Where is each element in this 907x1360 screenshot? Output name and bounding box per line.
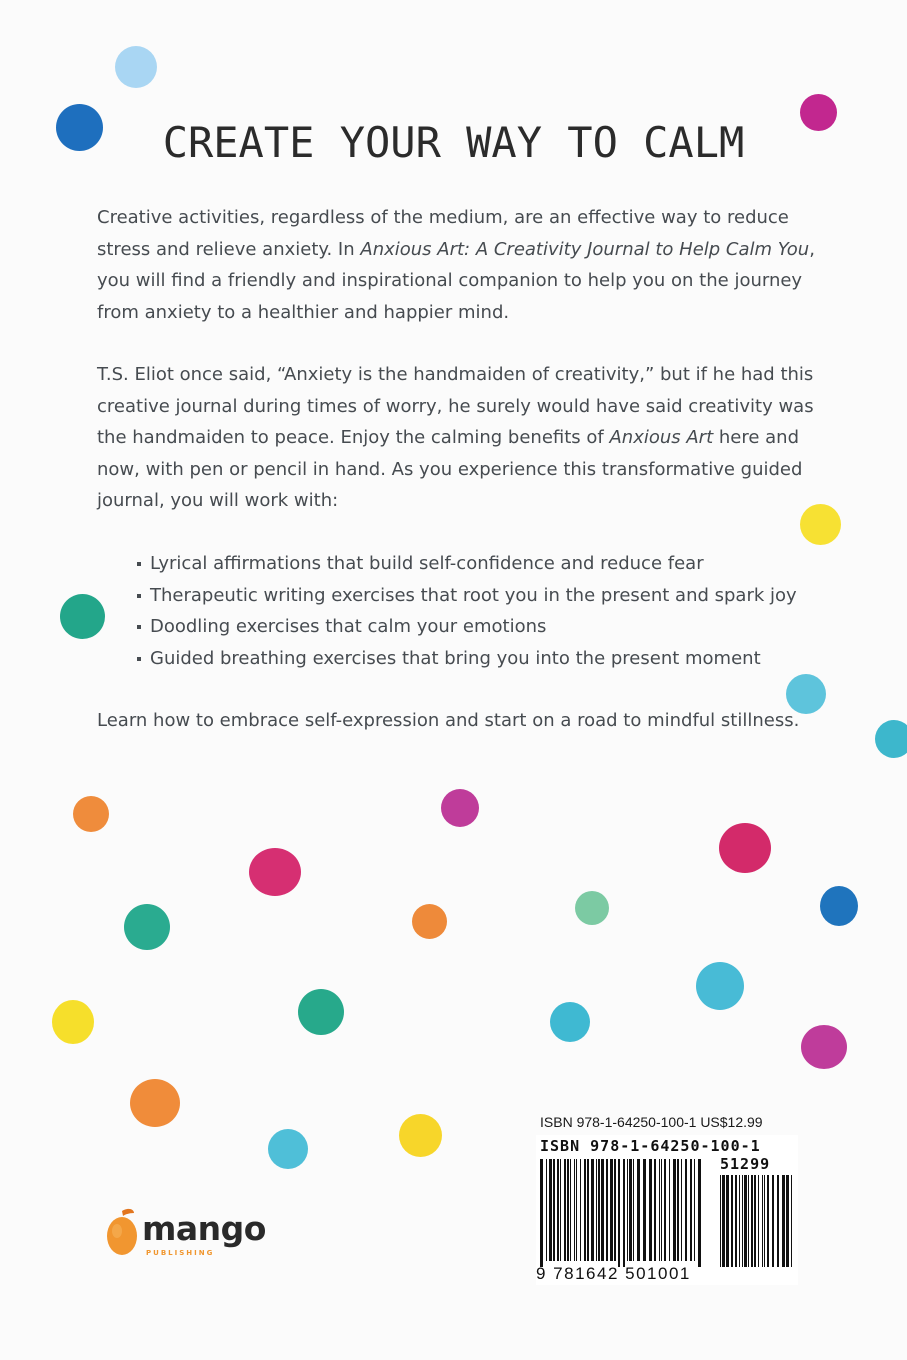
barcode-bar bbox=[664, 1159, 666, 1261]
publisher-logo bbox=[104, 1207, 274, 1267]
barcode-bar bbox=[659, 1159, 660, 1261]
barcode-bar bbox=[726, 1175, 729, 1267]
dot bbox=[441, 789, 479, 827]
isbn-price-line: ISBN 978-1-64250-100-1 US$12.99 bbox=[540, 1114, 763, 1130]
barcode-bar bbox=[601, 1159, 604, 1261]
barcode-bar bbox=[764, 1175, 765, 1267]
barcode-bar bbox=[587, 1159, 589, 1261]
barcode-bar bbox=[735, 1175, 737, 1267]
intro-paragraph bbox=[97, 202, 827, 328]
book-title: Anxious Art: A Creativity Journal to Help Calm You bbox=[360, 238, 810, 260]
barcode-bar bbox=[567, 1159, 569, 1261]
barcode-bar bbox=[661, 1159, 662, 1261]
barcode-bar bbox=[546, 1159, 547, 1261]
barcode-bar bbox=[570, 1159, 571, 1261]
dot bbox=[73, 796, 109, 832]
barcode-bar bbox=[690, 1159, 692, 1261]
barcode-bar bbox=[580, 1159, 581, 1261]
dot bbox=[52, 1000, 94, 1044]
dot bbox=[124, 904, 170, 950]
barcode-price-code: 51299 bbox=[720, 1155, 771, 1173]
barcode-bar bbox=[731, 1175, 733, 1267]
dot bbox=[550, 1002, 590, 1042]
barcode-bar bbox=[791, 1175, 792, 1267]
barcode-bar bbox=[698, 1159, 701, 1267]
feature-item: Doodling exercises that calm your emotions bbox=[137, 611, 797, 643]
barcode-bar bbox=[540, 1159, 543, 1267]
dot bbox=[412, 904, 447, 939]
barcode-bar bbox=[673, 1159, 676, 1261]
barcode-bar bbox=[598, 1159, 600, 1261]
barcode-bar bbox=[633, 1159, 634, 1261]
dot bbox=[801, 1025, 847, 1069]
barcode-bar bbox=[623, 1159, 625, 1267]
barcode-addon-bars bbox=[720, 1175, 792, 1267]
barcode-bar bbox=[681, 1159, 682, 1261]
barcode-bar bbox=[654, 1159, 656, 1261]
barcode-bar bbox=[576, 1159, 577, 1261]
barcode-main-bars bbox=[540, 1159, 701, 1267]
mango-icon bbox=[104, 1207, 144, 1257]
barcode-bar bbox=[739, 1175, 740, 1267]
dot bbox=[298, 989, 344, 1035]
barcode-bar bbox=[618, 1159, 620, 1267]
barcode bbox=[536, 1135, 798, 1285]
feature-item: Guided breathing exercises that bring you into the present moment bbox=[137, 643, 797, 675]
quote-text-start: T.S. Eliot once said, “Anxiety is the handmaiden of creativity,” but if he had this creative journal during times of worry, he surely would have said creativity was the handmaiden to peace. Enjoy the calming benefits of bbox=[97, 364, 814, 448]
dot bbox=[249, 848, 301, 896]
barcode-bar bbox=[762, 1175, 763, 1267]
closing-paragraph: Learn how to embrace self-expression and start on a road to mindful stillness. bbox=[97, 710, 800, 731]
barcode-bar bbox=[772, 1175, 774, 1267]
dot bbox=[268, 1129, 308, 1169]
barcode-bar bbox=[614, 1159, 616, 1261]
feature-item: Lyrical affirmations that build self-confidence and reduce fear bbox=[137, 548, 797, 580]
barcode-bar bbox=[685, 1159, 687, 1261]
intro-text-start: Creative activities, regardless of the medium, are an effective way to reduce stress and relieve anxiety. In bbox=[97, 207, 789, 260]
barcode-bar bbox=[596, 1159, 597, 1261]
barcode-bar bbox=[549, 1159, 552, 1261]
barcode-bar bbox=[722, 1175, 725, 1267]
barcode-number: 9 781642 501001 bbox=[536, 1264, 691, 1283]
dot bbox=[696, 962, 744, 1010]
barcode-bar bbox=[643, 1159, 646, 1261]
barcode-bar bbox=[649, 1159, 652, 1261]
dot bbox=[575, 891, 609, 925]
barcode-bar bbox=[742, 1175, 743, 1267]
dot bbox=[399, 1114, 442, 1157]
barcode-bar bbox=[786, 1175, 789, 1267]
barcode-bar bbox=[677, 1159, 679, 1261]
publisher-tagline: PUBLISHING bbox=[146, 1249, 215, 1257]
barcode-bar bbox=[754, 1175, 756, 1267]
barcode-bar bbox=[629, 1159, 632, 1261]
dot bbox=[719, 823, 771, 873]
barcode-bar bbox=[767, 1175, 769, 1267]
barcode-bar bbox=[553, 1159, 555, 1261]
barcode-bar bbox=[610, 1159, 613, 1261]
barcode-bar bbox=[557, 1159, 559, 1261]
dot bbox=[130, 1079, 180, 1127]
dot bbox=[115, 46, 157, 88]
barcode-bar bbox=[560, 1159, 561, 1261]
quote-text-end: here and now, with pen or pencil in hand. As you experience this transformative guided journal, you will work with: bbox=[97, 427, 803, 511]
barcode-bar bbox=[574, 1159, 575, 1261]
book-title-short: Anxious Art bbox=[609, 427, 714, 448]
barcode-bar bbox=[669, 1159, 670, 1261]
barcode-bar bbox=[720, 1175, 721, 1267]
barcode-bar bbox=[584, 1159, 586, 1261]
dot bbox=[60, 594, 105, 639]
dot bbox=[820, 886, 858, 926]
barcode-bar bbox=[744, 1175, 747, 1267]
barcode-bar bbox=[564, 1159, 566, 1261]
publisher-name: mango bbox=[142, 1209, 266, 1248]
feature-item: Therapeutic writing exercises that root you in the present and spark joy bbox=[137, 580, 797, 612]
feature-list bbox=[137, 548, 797, 674]
barcode-bar bbox=[782, 1175, 785, 1267]
barcode-bar bbox=[637, 1159, 640, 1261]
barcode-bar bbox=[591, 1159, 594, 1261]
dot bbox=[875, 720, 907, 758]
barcode-bar bbox=[751, 1175, 753, 1267]
barcode-bar bbox=[748, 1175, 749, 1267]
barcode-bar bbox=[758, 1175, 759, 1267]
barcode-bar bbox=[694, 1159, 695, 1261]
barcode-bars bbox=[536, 1135, 798, 1285]
intro-text-end: , you will find a friendly and inspirational companion to help you on the journey from anxiety to a healthier and happier mind. bbox=[97, 238, 815, 323]
barcode-isbn-text: ISBN 978-1-64250-100-1 bbox=[540, 1137, 761, 1155]
page-title: CREATE YOUR WAY TO CALM bbox=[162, 118, 745, 167]
quote-paragraph bbox=[97, 359, 827, 517]
barcode-bar bbox=[777, 1175, 779, 1267]
barcode-bar bbox=[627, 1159, 628, 1261]
barcode-bar bbox=[606, 1159, 608, 1261]
